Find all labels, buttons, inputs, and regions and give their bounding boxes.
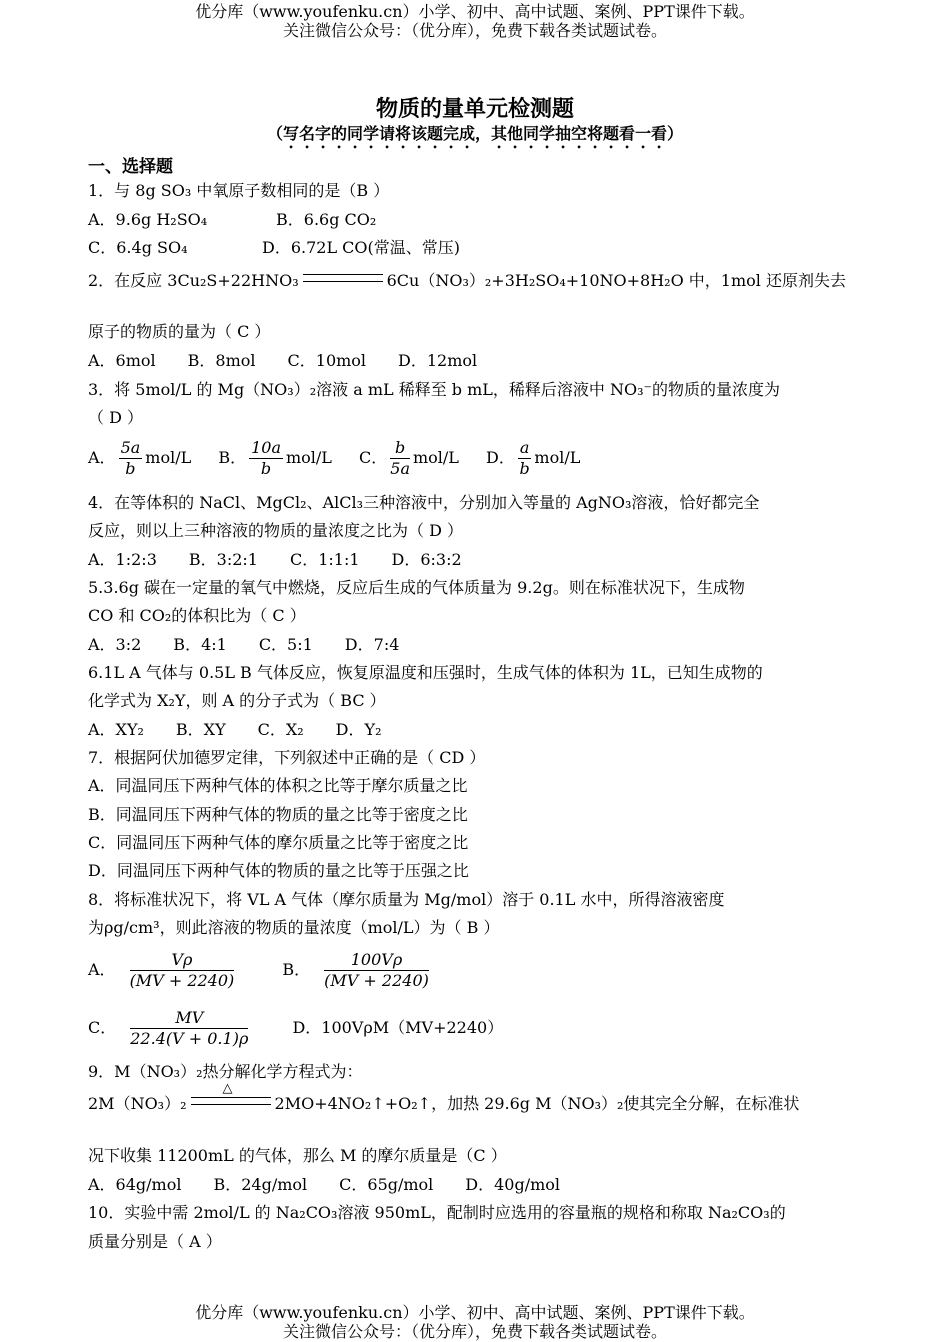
q1-stem: 1．与 8g SO₃ 中氧原子数相同的是（B ） — [88, 181, 390, 200]
q3-fraction-b: $\frac{10a}{b}$ — [251, 438, 281, 478]
q8-stem-cont: 为ρg/cm³，则此溶液的物质的量浓度（mol/L）为（ B ） — [88, 918, 500, 937]
q5-stem: 5.3.6g 碳在一定量的氧气中燃烧，反应后生成的气体质量为 9.2g。则在标准状况下，生成物 — [88, 578, 745, 597]
q5-options: A．3:2 B．4:1 C．5:1 D．7:4 — [88, 635, 400, 654]
q7-option-b: B．同温同压下两种气体的物质的量之比等于密度之比 — [88, 805, 468, 824]
header-line-1: 优分库（www.youfenku.cn）小学、初中、高中试题、案例、PPT课件下载。 — [195, 2, 755, 21]
q8-options-ab: A． $\frac{V\rho}{(MV + 2240)}$ B． $\frac{100V\rho}{(MV + 2240)}$ — [88, 950, 429, 990]
q4-stem: 4．在等体积的 NaCl、MgCl₂、AlCl₃三种溶液中，分别加入等量的 AgNO₃溶液，恰好都完全 — [88, 493, 760, 512]
q3-stem-cont: （ D ） — [88, 408, 144, 427]
q8-stem: 8．将标准状况下，将 VL A 气体（摩尔质量为 Mg/mol）溶于 0.1L 水中，所得溶液密度 — [88, 890, 725, 909]
q9-stem: 9．M（NO₃）₂热分解化学方程式为： — [88, 1062, 363, 1081]
q1-option-b: B．6.6g CO₂ — [276, 210, 377, 229]
q1-option-c: C．6.4g SO₄ — [88, 238, 188, 257]
heat-equals-sign-icon: △ — [191, 1097, 271, 1105]
equals-sign-icon — [303, 274, 383, 282]
q1-option-a: A．9.6g H₂SO₄ — [88, 210, 208, 229]
q9-stem-cont: 况下收集 11200mL 的气体，那么 M 的摩尔质量是（C ） — [88, 1146, 507, 1165]
q6-stem: 6.1L A 气体与 0.5L B 气体反应，恢复原温度和压强时，生成气体的体积为 1L，已知生成物的 — [88, 663, 763, 682]
q10-stem: 10．实验中需 2mol/L 的 Na₂CO₃溶液 950mL，配制时应选用的容量瓶的规格和称取 Na₂CO₃的 — [88, 1203, 786, 1222]
page-subtitle: （写名字的同学请将该题完成，其他同学抽空将题看一看） — [266, 124, 683, 143]
q4-stem-cont: 反应，则以上三种溶液的物质的量浓度之比为（ D ） — [88, 521, 464, 540]
q9-equation: 2M（NO₃）₂ △ 2MO+4NO₂↑+O₂↑，加热 29.6g M（NO₃）₂使其完全分解，在标准状 — [88, 1081, 800, 1113]
footer-line-2: 关注微信公众号：（优分库），免费下载各类试题试卷。 — [282, 1322, 667, 1341]
page-footer — [0, 1303, 950, 1341]
q8-options-cd: C． $\frac{MV}{22.4(V + 0.1)\rho}$ D．100VρM（MV+2240） — [88, 1008, 504, 1048]
q3-fraction-a: $\frac{5a}{b}$ — [120, 438, 141, 478]
q2-stem: 2．在反应 3Cu₂S+22HNO₃ 6Cu（NO₃）₂+3H₂SO₄+10NO+8H₂O 中，1mol 还原剂失去 — [88, 271, 846, 290]
q6-stem-cont: 化学式为 X₂Y，则 A 的分子式为（ BC ） — [88, 691, 386, 710]
q8-fraction-b: $\frac{100V\rho}{(MV + 2240)}$ — [324, 950, 429, 990]
page-title: 物质的量单元检测题 — [375, 97, 574, 122]
q3-options: A． $\frac{5a}{b}$ mol/L B． $\frac{10a}{b}$ mol/L C． $\frac{b}{5a}$ mol/L D． $\frac{a}{b}$ mol/L — [88, 438, 581, 478]
q8-fraction-c: $\frac{MV}{22.4(V + 0.1)\rho}$ — [130, 1008, 249, 1048]
q6-options: A．XY₂ B．XY C．X₂ D．Y₂ — [88, 720, 382, 739]
q7-option-d: D．同温同压下两种气体的物质的量之比等于压强之比 — [88, 861, 469, 880]
q9-options: A．64g/mol B．24g/mol C．65g/mol D．40g/mol — [88, 1175, 561, 1194]
q1-option-d: D．6.72L CO(常温、常压) — [262, 238, 461, 257]
q4-options: A．1:2:3 B．3:2:1 C．1:1:1 D．6:3:2 — [88, 550, 462, 569]
q2-options: A．6mol B．8mol C．10mol D．12mol — [88, 351, 478, 370]
q8-fraction-a: $\frac{V\rho}{(MV + 2240)}$ — [129, 950, 235, 990]
q2-stem-cont: 原子的物质的量为（ C ） — [88, 322, 271, 341]
q7-option-a: A．同温同压下两种气体的体积之比等于摩尔质量之比 — [88, 776, 468, 795]
header-line-2: 关注微信公众号：（优分库），免费下载各类试题试卷。 — [282, 21, 667, 40]
q10-stem-cont: 质量分别是（ A ） — [88, 1232, 222, 1251]
q3-fraction-d: $\frac{a}{b}$ — [519, 438, 530, 478]
q7-option-c: C．同温同压下两种气体的摩尔质量之比等于密度之比 — [88, 833, 469, 852]
q7-stem: 7．根据阿伏加德罗定律，下列叙述中正确的是（ CD ） — [88, 748, 486, 767]
section-heading: 一、选择题 — [88, 157, 173, 177]
q5-stem-cont: CO 和 CO₂的体积比为（ C ） — [88, 606, 306, 625]
page-header — [0, 2, 950, 40]
q3-fraction-c: $\frac{b}{5a}$ — [390, 438, 410, 478]
footer-line-1: 优分库（www.youfenku.cn）小学、初中、高中试题、案例、PPT课件下载。 — [195, 1303, 755, 1322]
q3-stem: 3．将 5mol/L 的 Mg（NO₃）₂溶液 a mL 稀释至 b mL，稀释后溶液中 NO₃⁻的物质的量浓度为 — [88, 380, 780, 399]
